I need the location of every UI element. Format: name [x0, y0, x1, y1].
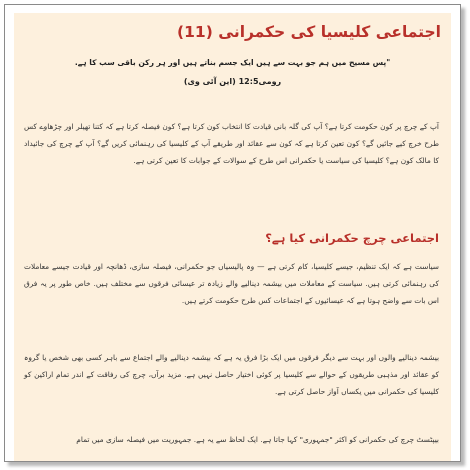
paragraph-democratic: بیپٹسٹ چرچ کی حکمرانی کو اکثر "جمہوری" کہا جاتا ہے. ایک لحاظ سے یہ ہے. جمہوریت میں فیصلہ سازی میں تمام [76, 435, 439, 444]
document-frame [4, 4, 461, 462]
paragraph-polity: سیاست ہے کہ ایک تنظیم، جیسے کلیسیا، کام کرتی ہے — وہ پالیسیاں جو حکمرانی، فیصلہ سازی، ڈھانچہ اور قیادت جیسے معاملات کی رہنمائی کرتی ہیں. سیاست کے معاملات میں بیشمہ دینالیے والے زیادہ تر عیسائی فرقوں سے مختلف ہیں. خاص طور پر یہ فرق اس بات سے واضح ہوتا ہے کہ عیسائیوں کے اجتماعات کس طرح حکومت کرتے ہیں. [24, 262, 439, 305]
verse-reference: رومی12:5 (این آئی وی) [183, 77, 282, 86]
section-heading: اجتماعی چرچ حکمرانی کیا ہے؟ [265, 231, 439, 245]
document-title: اجتماعی کلیسیا کی حکمرانی (11) [177, 23, 441, 41]
paragraph-baptist-difference: بیشمہ دینالیے والوں اور بہت سے دیگر فرقوں میں ایک بڑا فرق یہ ہے کہ بیشمہ دینالیے والے اجتماع سے باہر کسی بھی شخص یا گروہ کو عقائد اور مذہبی طریقوں کے حوالے سے کلیسیا پر کوئی اختیار حاصل نہیں ہے. مزید برآں، چرچ کی رفاقت کے اندر تمام اراکین کو کلیسیا کی حکمرانی میں یکساں آواز حاصل کرتی ہے. [24, 353, 439, 396]
intro-paragraph: آپ کے چرچ پر کون حکومت کرتا ہے؟ آپ کی گلہ بانی قیادت کا انتخاب کون کرتا ہے؟ کون فیصلہ کرتا ہے کہ کتنا تھیلر اور چڑھاوے کس طرح خرچ کیے جائیں گے؟ کون تعین کرتا ہے کہ کون سے عقائد اور طریقے آپ کے کلیسیا کی رہنمائی کریں گے؟ آپ کے چرچ کی جائیداد کا مالک کون ہے؟ کلیسیا کی سیاست یا حکمرانی اس طرح کے سوالات کے جوابات کا تعین کرتی ہے. [24, 122, 439, 165]
document-page [14, 13, 451, 461]
bible-verse-quote: "پس مسیح میں ہم جو بہت سے ہیں ایک جسم بناتے ہیں اور ہر رکن باقی سب کا ہے. [74, 58, 391, 67]
